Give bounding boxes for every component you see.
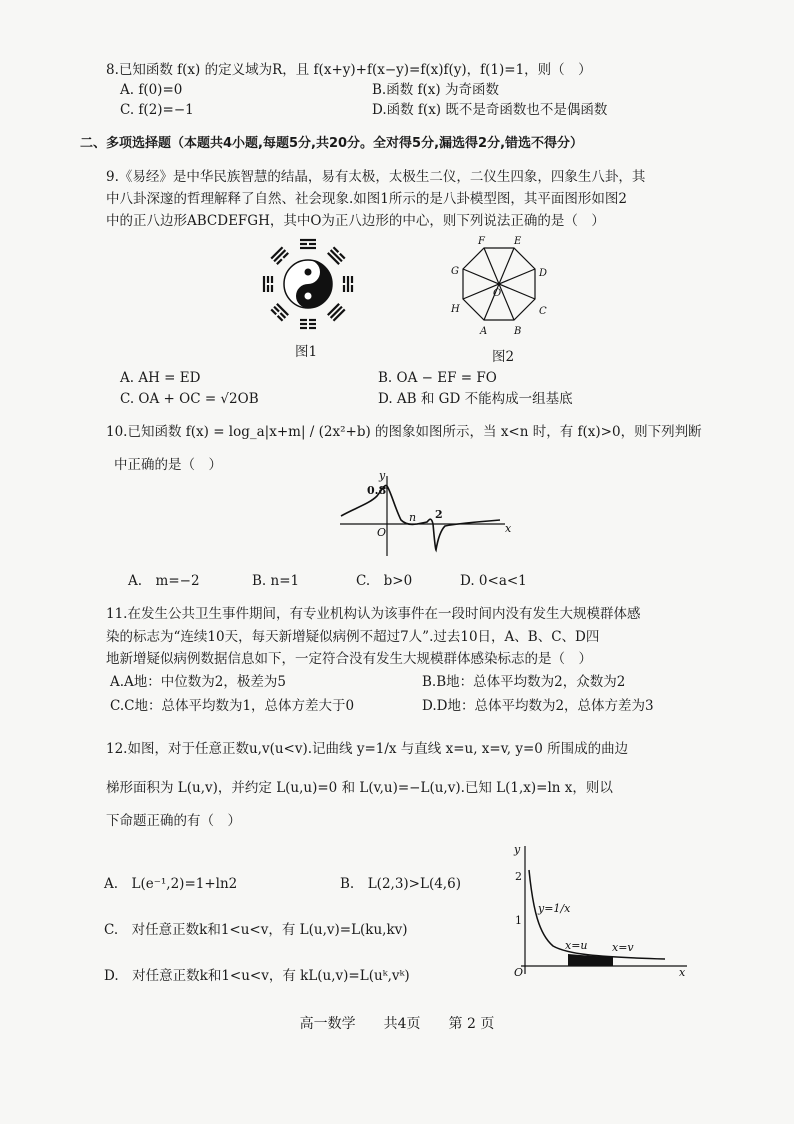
q8-option-c: C. f(2)=−1 [120,102,194,118]
q10-option-a: A. m=−2 [128,573,200,589]
q11-option-b: B.B地：总体平均数为2，众数为2 [422,674,626,690]
q12-line-1: 12.如图，对于任意正数u,v(u<v).记曲线 y=1/x 与直线 x=u, x=v, y=0 所围成的曲边 [106,741,629,757]
q10-stem-line-1: 10.已知函数 f(x) = log_a|x+m| / (2x²+b) 的图象如图所示，当 x<n 时，有 f(x)>0，则下列判断 [106,424,702,440]
vertex-label-g: G [451,266,459,277]
q10-two-label: 2 [435,508,443,521]
bagua-figure [258,238,358,330]
q9-line-2: 中八卦深邃的哲理解释了自然、社会现象.如图1所示的是八卦模型图，其平面图形如图2 [106,191,627,207]
q9-option-a: A. AH = ED [120,370,201,386]
vertex-label-d: D [539,268,548,279]
q12-x-label: x [679,966,686,979]
page-footer: 高一数学 共4页 第 2 页 [299,1016,495,1032]
q12-option-b: B. L(2,3)>L(4,6) [340,876,461,892]
q11-option-d: D.D地：总体平均数为2，总体方差为3 [422,698,654,714]
vertex-label-a: A [480,326,488,337]
q10-peak-label: 0.8 [367,484,387,497]
fig1-caption: 图1 [295,344,318,360]
q8-option-a: A. f(0)=0 [120,82,183,98]
q10-option-c: C. b>0 [356,573,413,589]
q12-option-a: A. L(e⁻¹,2)=1+ln2 [104,876,238,892]
vertex-label-e: E [514,236,522,247]
q12-option-c: C. 对任意正数k和1<u<v，有 L(u,v)=L(ku,kv) [104,922,408,938]
q10-n-label: n [409,511,417,524]
vertex-label-f: F [478,236,485,247]
q11-option-c: C.C地：总体平均数为1，总体方差大于0 [110,698,355,714]
q8-option-d: D.函数 f(x) 既不是奇函数也不是偶函数 [372,102,608,118]
q10-origin-label: O [377,526,387,539]
q11-line-3: 地新增疑似病例数据信息如下，一定符合没有发生大规模群体感染标志的是（ ） [106,651,592,667]
q12-tick-1: 1 [515,914,522,927]
q10-graph [335,468,515,564]
vertex-label-b: B [514,326,522,337]
q12-origin-label: O [514,966,524,979]
vertex-label-h: H [451,304,460,315]
q12-line-3: 下命题正确的有（ ） [106,813,241,829]
q10-option-b: B. n=1 [252,573,300,589]
vertex-label-c: C [539,306,547,317]
q12-tick-2: 2 [515,870,522,883]
q9-option-d: D. AB 和 GD 不能构成一组基底 [378,391,573,407]
q10-stem-line-2: 中正确的是（ ） [114,457,222,473]
q9-line-1: 9.《易经》是中华民族智慧的结晶，易有太极，太极生二仪，二仪生四象，四象生八卦，其 [106,169,646,185]
octagon-figure [440,234,558,344]
q12-xv-label: x=v [612,941,634,954]
q12-graph [505,840,695,980]
q12-xu-label: x=u [565,939,588,952]
fig2-caption: 图2 [492,349,515,365]
q9-line-3: 中的正八边形ABCDEFGH，其中O为正八边形的中心，则下列说法正确的是（ ） [106,213,605,229]
q11-line-1: 11.在发生公共卫生事件期间，有专业机构认为该事件在一段时间内没有发生大规模群体感 [106,606,641,622]
center-label-o: O [493,288,502,299]
q8-option-b: B.函数 f(x) 为奇函数 [372,82,499,98]
q12-curve-label: y=1/x [538,902,571,915]
q10-x-label: x [505,522,512,535]
q10-y-label: y [379,469,386,482]
q11-option-a: A.A地：中位数为2，极差为5 [110,674,286,690]
q9-option-c: C. OA + OC = √2OB [120,391,259,407]
q12-y-label: y [514,843,521,856]
q8-stem: 8.已知函数 f(x) 的定义域为R，且 f(x+y)+f(x−y)=f(x)f(y)，f(1)=1，则（ ） [106,62,592,78]
q12-line-2: 梯形面积为 L(u,v)，并约定 L(u,u)=0 和 L(v,u)=−L(u,v).已知 L(1,x)=ln x，则以 [106,780,613,796]
section-2-title: 二、多项选择题（本题共4小题,每题5分,共20分。全对得5分,漏选得2分,错选不得分） [80,136,584,151]
q11-line-2: 染的标志为“连续10天，每天新增疑似病例不超过7人”.过去10日，A、B、C、D四 [106,629,600,645]
q9-option-b: B. OA − EF = FO [378,370,497,386]
q10-option-d: D. 0<a<1 [460,573,527,589]
q12-option-d: D. 对任意正数k和1<u<v，有 kL(u,v)=L(uᵏ,vᵏ) [104,968,410,984]
